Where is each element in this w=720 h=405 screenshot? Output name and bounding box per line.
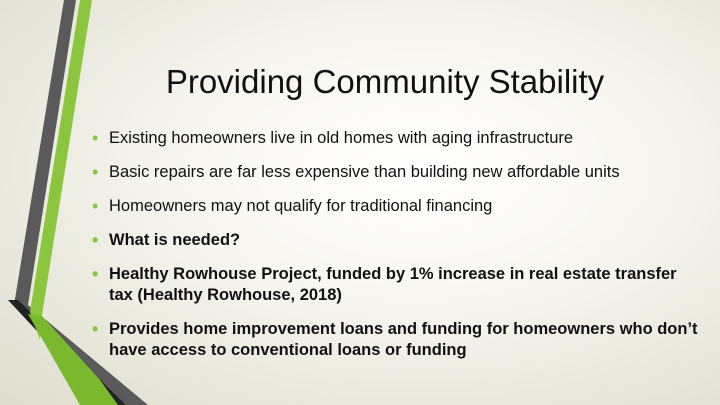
bullet-text: Healthy Rowhouse Project, funded by 1% increase in real estate transfer tax (Healthy Rowhouse, 2018) <box>109 265 677 304</box>
bullet-dot-icon: • <box>92 162 99 182</box>
bullet-item <box>92 162 702 183</box>
bullet-text: Provides home improvement loans and funding for homeowners who don’t have access to conventional loans or funding <box>109 320 698 359</box>
bullet-list <box>92 128 702 374</box>
bullet-item <box>92 196 702 217</box>
bullet-dot-icon: • <box>92 128 99 148</box>
bullet-text: What is needed? <box>109 231 241 249</box>
bullet-item <box>92 230 702 251</box>
bullet-text: Homeowners may not qualify for traditional financing <box>109 197 493 215</box>
bullet-text: Basic repairs are far less expensive than building new affordable units <box>109 163 620 181</box>
bullet-item <box>92 264 702 306</box>
slide-title: Providing Community Stability <box>165 63 605 100</box>
bullet-dot-icon: • <box>92 230 99 250</box>
bullet-item <box>92 128 702 149</box>
bullet-text: Existing homeowners live in old homes with aging infrastructure <box>109 129 574 147</box>
bullet-dot-icon: • <box>92 319 99 339</box>
bullet-dot-icon: • <box>92 196 99 216</box>
bullet-dot-icon: • <box>92 264 99 284</box>
bullet-item <box>92 319 702 361</box>
